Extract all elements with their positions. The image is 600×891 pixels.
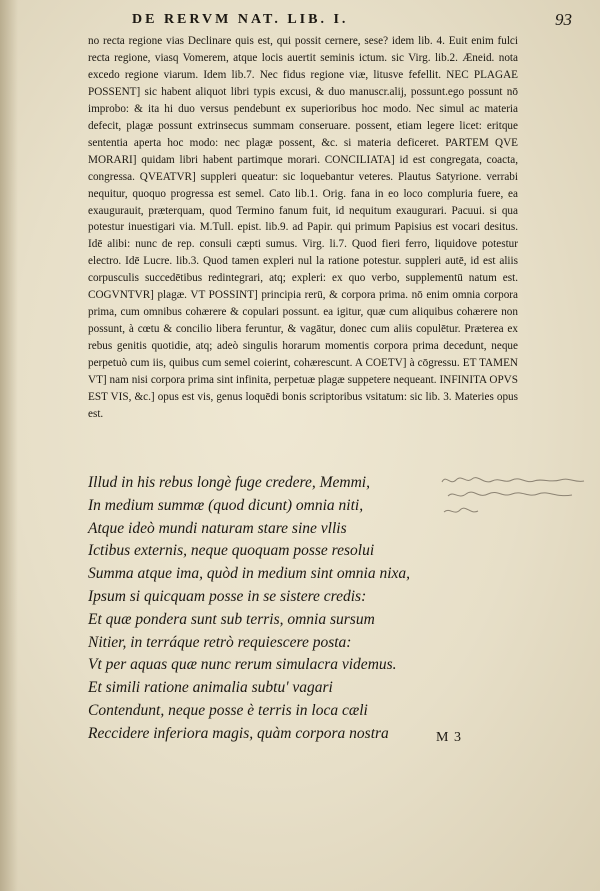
- verse-line: Atque ideò mundi naturam stare sine vllis: [88, 519, 347, 537]
- verse-line: Contendunt, neque posse è terris in loca cæli: [88, 701, 368, 719]
- verse-line: Nitier, in terráque retrò requiescere posta:: [88, 633, 352, 651]
- running-title: DE RERVM NAT. LIB. I.: [132, 12, 349, 27]
- verse-line: In medium summæ (quod dicunt) omnia niti,: [88, 496, 364, 514]
- verse-line: Vt per aquas quæ nunc rerum simulacra videmus.: [88, 656, 397, 674]
- pencil-marginalia: [438, 472, 588, 522]
- verse-line: Reccidere inferiora magis, quàm corpora nostra: [88, 724, 389, 742]
- gutter-shadow: [0, 0, 18, 891]
- commentary-text: no recta regione vias Declinare quis est, qui possit cernere, sese? idem lib. 4. Euit enim fulci recta regione, viasq Vomerem, atque locis auertit seminis ictum. sic Virg. lib.2. Æneid. nota excedo regione viarum. Idem lib.7. Nec fidus regione viæ, litusve fefellit. NEC PLAGAE POSSENT] sic habent aliquot libri typis excusi, & duo manuscr.alij, possunt.ego possunt nō improbo: & ita hi duo versus pendebunt ex superioribus hoc modo. Nec simul ac materia defecit, plagæ possunt extrinsecus summam conseruare. possent, etiam legere licet: eritque sententia aperta hoc modo: nec plagæ possent, &c. si materia deficeret. PARTEM QVE MORARI] quidam libri habent partimque morari. CONCILIATA] id est congregata, coacta, congressa. QVEATVR] suppleri queatur: sic loquebantur veteres. Plautus Satyrione. verrabi nequitur, quoquo progressa est semel. Cato lib.1. Orig. fana in eo loco compluria fuere, ea exaugurauit, præterquam, quod Termino fanum fuit, id nequitum exaugurari. Pacuui. si qua potestur inuestigari via. M.Tull. epist. lib.9. ad Papir. qui primum Papisius est vocari desitus. Idē alibi: nunc de rep. consuli cæpti sumus. Virg. li.7. Quod fieri ferro, liquidove potestur electro. Idē Lucre. lib.3. Quod tamen expleri nul la ratione potestur. suppleri autē, id est aliis corpusculis succedētibus redintegrari, atq; expleri: ex quo verbo, supplementū natum est. COGVNTVR] plagæ. VT POSSINT] principia rerū, & corpora prima. nō enim omnia corpora prima, cum omnibus cohærere & copulari possunt. ea igitur, quæ cum aliquibus cohærere non possunt, à cœtu & concilio libera feruntur, & vagātur, donec cum aliis copulētur. Præterea ex rebus genitis quotidie, atq; adeò singulis horarum momentis corpora prima decedunt, neque perpetuò cum iis, quibus cum semel coierint, cohærescunt. A COETV] à cōgressu. ET TAMEN VT] nam nisi corpora prima sint infinita, perpetuæ plagæ suppetere nequeant. INFINITA OPVS EST VIS, &c.] opus est vis, genus loquēdi bonis scriptoribus vsitatum: sic lib. 3. Materies opus est.: [88, 35, 518, 420]
- verse-line: Summa atque ima, quòd in medium sint omnia nixa,: [88, 565, 411, 583]
- page-header: [92, 10, 572, 32]
- verse-line: Ipsum si quicquam posse in se sistere credis:: [88, 587, 367, 605]
- poem-verse-block: [88, 472, 428, 746]
- verse-line: Et quæ pondera sunt sub terris, omnia sursum: [88, 610, 375, 628]
- page-number: 93: [555, 10, 572, 29]
- verse-line: Illud in his rebus longè fuge credere, Memmi,: [88, 474, 370, 491]
- commentary-block: [88, 33, 518, 423]
- verse-line: Ictibus externis, neque quoquam posse resolui: [88, 542, 375, 560]
- verse-line: Et simili ratione animalia subtu' vagari: [88, 679, 333, 697]
- signature-mark: M 3: [436, 730, 462, 745]
